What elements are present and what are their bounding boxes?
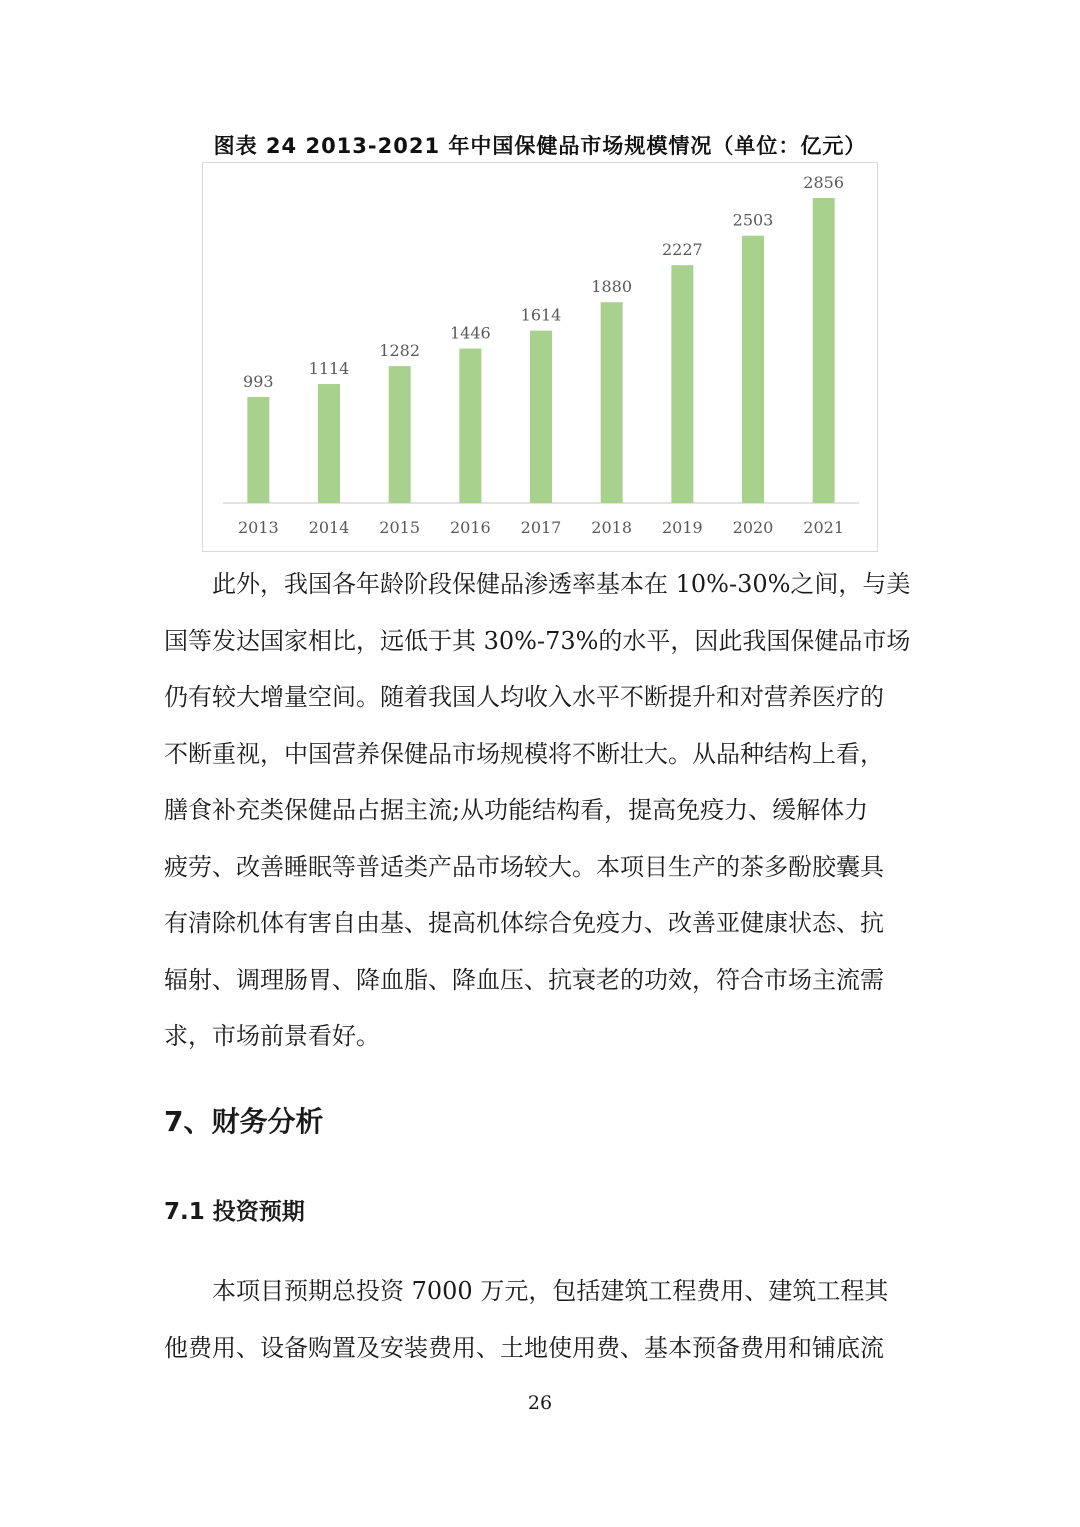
data-label-2014: 1114 (308, 359, 350, 379)
x-tick-label-2019: 2019 (661, 518, 703, 537)
data-label-2016: 1446 (449, 323, 491, 343)
paragraph-investment (164, 1263, 916, 1376)
data-label-2019: 2227 (661, 240, 703, 260)
bar-2018 (601, 302, 623, 503)
data-label-2017: 1614 (520, 305, 562, 325)
x-tick-label-2014: 2014 (308, 518, 350, 537)
paragraph-line: 膳食补充类保健品占据主流;从功能结构看，提高免疫力、缓解体力 (164, 796, 869, 824)
bar-2017 (530, 331, 552, 503)
subsection-heading: 7.1 投资预期 (164, 1199, 305, 1225)
paragraph-line: 本项目预期总投资 7000 万元，包括建筑工程费用、建筑工程其 (212, 1277, 889, 1305)
paragraph-line: 不断重视，中国营养保健品市场规模将不断壮大。从品种结构上看， (164, 739, 884, 768)
paragraph-line: 仍有较大增量空间。随着我国人均收入水平不断提升和对营养医疗的 (164, 683, 884, 711)
bar-2019 (671, 265, 693, 503)
paragraph-line: 他费用、设备购置及安装费用、土地使用费、基本预备费用和铺底流 (164, 1333, 884, 1362)
paragraph-line: 有清除机体有害自由基、提高机体综合免疫力、改善亚健康状态、抗 (164, 909, 884, 937)
data-label-2015: 1282 (379, 341, 421, 361)
paragraph-line: 求，市场前景看好。 (164, 1022, 380, 1050)
data-label-2018: 1880 (591, 277, 633, 297)
paragraph-line: 辐射、调理肠胃、降血脂、降血压、抗衰老的功效，符合市场主流需 (164, 965, 884, 994)
bar-2016 (459, 349, 481, 503)
x-tick-label-2017: 2017 (520, 518, 562, 537)
paragraph-line: 国等发达国家相比，远低于其 30%-73%的水平，因此我国保健品市场 (164, 626, 911, 655)
paragraph-market-analysis (164, 556, 916, 1065)
bar-2014 (318, 384, 340, 503)
x-tick-label-2021: 2021 (803, 518, 845, 537)
data-label-2021: 2856 (803, 173, 845, 192)
bar-chart-svg (203, 163, 879, 553)
bar-chart (202, 162, 878, 552)
x-tick-label-2013: 2013 (237, 518, 279, 537)
data-label-2013: 993 (243, 371, 274, 391)
x-tick-label-2015: 2015 (379, 518, 421, 537)
section-heading: 7、财务分析 (164, 1105, 324, 1138)
x-tick-label-2018: 2018 (591, 518, 633, 537)
x-tick-label-2020: 2020 (732, 518, 774, 537)
data-label-2020: 2503 (732, 210, 774, 230)
bar-2013 (247, 397, 269, 503)
figure-title: 图表 24 2013-2021 年中国保健品市场规模情况（单位：亿元） (213, 134, 867, 158)
bar-2015 (389, 366, 411, 503)
paragraph-line: 此外，我国各年龄阶段保健品渗透率基本在 10%-30%之间，与美 (212, 570, 911, 598)
x-tick-label-2016: 2016 (449, 518, 491, 537)
bar-2021 (813, 198, 835, 503)
bar-2020 (742, 236, 764, 503)
paragraph-line: 疲劳、改善睡眠等普适类产品市场较大。本项目生产的茶多酚胶囊具 (164, 852, 884, 881)
page-number: 26 (527, 1392, 553, 1414)
